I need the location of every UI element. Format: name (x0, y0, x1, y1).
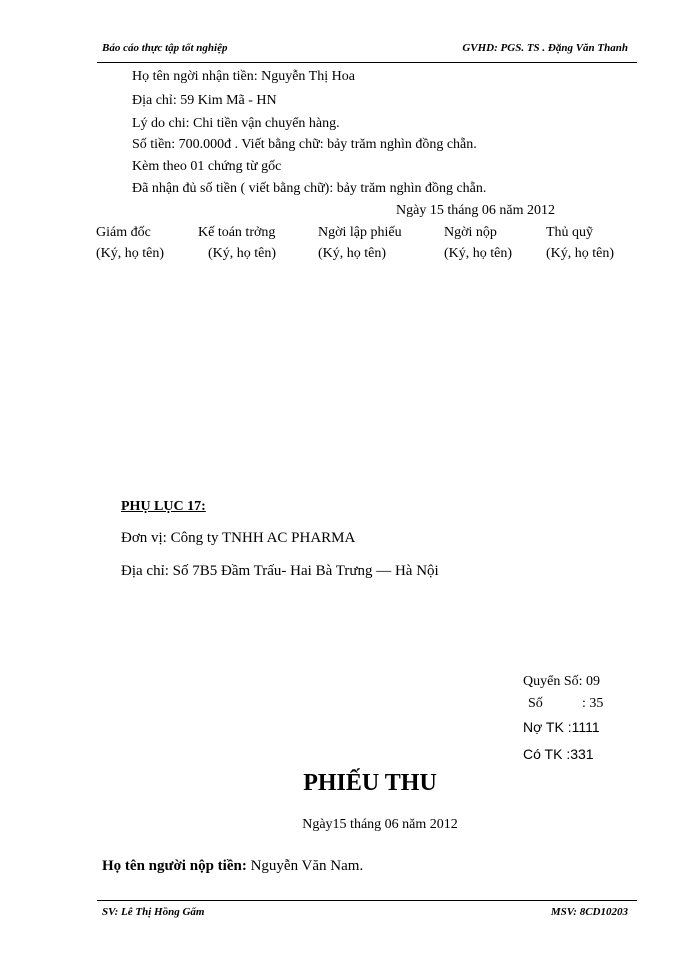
company-unit: Đơn vị: Công ty TNHH AC PHARMA (121, 530, 356, 546)
company-address: Địa chỉ: Số 7B5 Đầm Trấu- Hai Bà Trưng — Hà Nội (121, 563, 439, 579)
attached-docs-line: Kèm theo 01 chứng từ gốc (132, 159, 282, 174)
signature-role-director: Giám đốc (96, 225, 151, 240)
received-line: Đã nhận đủ số tiền ( viết bằng chữ): bảy trăm nghìn đồng chẵn. (132, 181, 487, 196)
ledger-book-number: Quyển Số: 09 (523, 674, 600, 689)
receipt-date: Ngày 15 tháng 06 năm 2012 (396, 203, 556, 218)
signature-role-chief-accountant: Kế toán trởng (198, 225, 276, 240)
signature-role-payer: Ngời nộp (444, 225, 497, 240)
signature-note-cashier: (Ký, họ tên) (546, 246, 615, 261)
signature-note-payer: (Ký, họ tên) (444, 246, 513, 261)
signature-note-director: (Ký, họ tên) (96, 246, 165, 261)
appendix-label: PHỤ LỤC 17: (121, 499, 206, 514)
ledger-credit-account: Có TK :331 (523, 746, 594, 762)
signature-note-chief-accountant: (Ký, họ tên) (208, 246, 277, 261)
reason-line: Lý do chi: Chi tiền vận chuyển hàng. (132, 116, 340, 131)
signature-role-cashier: Thủ quỹ (546, 225, 594, 240)
receipt-title: PHIẾU THU (303, 770, 437, 796)
ledger-number-label: Số (528, 696, 543, 711)
signature-role-preparer: Ngời lập phiếu (318, 225, 402, 240)
header-supervisor: GVHD: PGS. TS . Đặng Văn Thanh (462, 42, 628, 54)
payer-label: Họ tên người nộp tiền: (102, 858, 247, 874)
address-line: Địa chỉ: 59 Kim Mã - HN (132, 93, 277, 108)
receipt-issue-date: Ngày15 tháng 06 năm 2012 (302, 817, 458, 832)
signature-note-preparer: (Ký, họ tên) (318, 246, 387, 261)
payer-line (102, 858, 363, 875)
ledger-number-value: : 35 (582, 696, 604, 711)
recipient-line: Họ tên ngời nhận tiền: Nguyễn Thị Hoa (132, 69, 355, 84)
footer-divider (97, 900, 637, 901)
payer-name: Nguyễn Văn Nam. (246, 858, 364, 874)
ledger-debit-account: Nợ TK :1111 (523, 719, 600, 735)
amount-line: Số tiền: 700.000đ . Viết bằng chữ: bảy trăm nghìn đồng chẵn. (132, 137, 477, 152)
header-report-title: Báo cáo thực tập tốt nghiệp (102, 42, 228, 54)
header-divider (97, 62, 637, 63)
footer-student-id: MSV: 8CD10203 (550, 906, 628, 918)
footer-student-name: SV: Lê Thị Hồng Gấm (102, 906, 205, 918)
